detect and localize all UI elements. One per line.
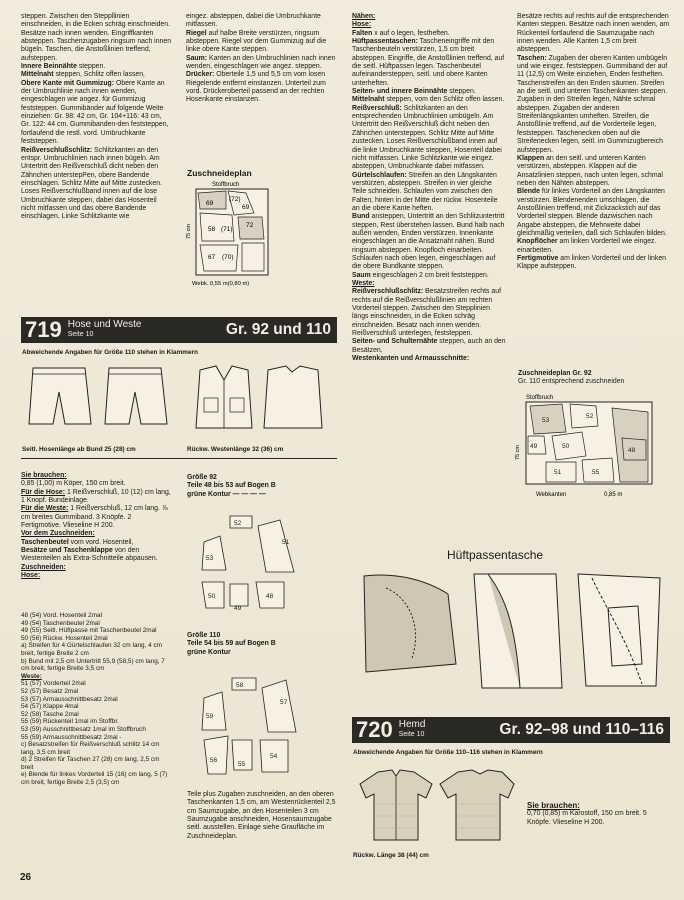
keyword: Falten	[352, 29, 373, 37]
zuschneideplan-title: Zuschneideplan	[187, 168, 252, 178]
cut-list-item: a) Streifen für 4 Gürtelschlaufen 32 cm lang, 4 cm breit, fertige Breite 2 cm	[21, 642, 163, 657]
heading: Sie brauchen:	[21, 472, 67, 479]
paragraph: Mittelnaht steppen, vom den Schlitz offen lassen.	[352, 96, 505, 104]
model-number: 720	[356, 717, 393, 742]
size-110-line2: grüne Kontur	[187, 648, 231, 656]
svg-text:51: 51	[554, 469, 562, 476]
keyword: Blende	[517, 188, 540, 196]
keyword: Reißverschlußschlitz:	[352, 288, 424, 296]
keyword: Seiten- und innere Beinnähte	[352, 88, 448, 96]
vest-caption: Rückw. Westenlänge 32 (36) cm	[187, 446, 284, 453]
paragraph: steppen. Zwischen den Steppllinien einschneiden, in die Ecken schräg einschneiden. Besätze nach innen wenden. Eingriffkanten absteppen. Taschenzugaben ringsum nach innen bügeln. Taschen, die Anstoßlinien treffend, aufsteppen.	[21, 13, 172, 62]
heading: Weste:	[352, 280, 375, 287]
svg-text:53: 53	[542, 417, 550, 424]
keyword: Fertigmotive	[517, 254, 559, 262]
heading: Vor dem Zuschneiden:	[21, 530, 95, 538]
paragraph: Hüftpassentaschen: Tascheneingriffe mit den Taschenbeuteln verstürzen, 1,5 cm breit absteppen. Eingriffe, die Anstoßlinien treffend, auf die seitl. Hüftpassen legen. Taschenbeutel aufeinandersteppen, seitl. und obere Kanten unterheften.	[352, 38, 505, 87]
keyword: Besätze und Taschenklappe	[21, 547, 113, 555]
zuschneideplan-2-title: Zuschneideplan Gr. 92	[518, 370, 592, 377]
keyword: Hüftpassentaschen:	[352, 38, 418, 46]
cut-list-item: 50 (56) Rückw. Hosenteil 2mal	[21, 634, 108, 642]
keyword: Saum	[352, 271, 371, 279]
svg-text:54: 54	[270, 753, 278, 760]
cut-list-item: 54 (57) Klappe 4mal	[21, 703, 79, 711]
paragraph: 0,85 (1,00) m Köper, 150 cm breit.	[21, 480, 126, 488]
paragraph: Saum eingeschlagen 2 cm breit feststeppen.	[352, 271, 489, 279]
cut-list-item: 48 (54) Vord. Hosenteil 2mal	[21, 612, 102, 619]
keyword: Riegel	[186, 29, 207, 37]
model-720-banner	[352, 717, 670, 743]
svg-text:55: 55	[238, 761, 246, 768]
col2-top-text	[186, 13, 337, 141]
paragraph: Reißverschlußschlitz: Schlitzkanten an den entspr. Umbruchlinien nach innen bügeln. Am Untertritt den Reißverschluß dicht neben den Zähnchen unterstepPen, obere Bandende einschlagen. Schlitz Mitte auf Mitte zustecken. Loses Reißverschlußband innen auf die lose Umbruchkante steppen, dabei das Hosenteil nicht mitfassen und das obere Bandende einschlagen. Linke Schlitzkante wie	[21, 146, 162, 221]
model-sizes: Gr. 92 und 110	[225, 321, 331, 338]
cut-list-item: 55 (59) Rückenteil 1mal im Stoffbr.	[21, 718, 119, 726]
paragraph: Klappen an den seitl. und unteren Kanten verstürzen, absteppen. Klappen auf die Ansatzlinien steppen, nach unten legen, schmal neben den Nähten absteppen.	[517, 154, 663, 187]
paragraph: Für die Hose: 1 Reißverschluß, 10 (12) cm lang, 1 Knopf. Bundeinlage.	[21, 488, 171, 505]
svg-text:52: 52	[234, 520, 242, 527]
paragraph: Reißverschluß: Schlitzkanten an den entsprechenden Umbruchlinien umbügeln. Am Untertritt den Reißverschluß dicht neben den Zähnchen untersteppen. Schlitz Mitte auf Mitte zustecken. Loses Reißverschlußband innen auf die linke Umbruchkante steppen, Hosenteil dabei nicht mitfassen. Linke Schlitzkante wie eingez. absteppen, Umbruchkante dabei mitfassen.	[352, 104, 502, 171]
need-text: 0,70 (0,85) m Karostoff, 150 cm breit. 5 Knöpfe. Vlieseline H 200.	[527, 810, 647, 826]
piece-label: (70)	[222, 254, 234, 261]
piece-label: 72	[246, 222, 254, 229]
paragraph	[21, 472, 172, 480]
zuschneideplan-2-sub: Gr. 110 entsprechend zuschneiden	[518, 378, 625, 386]
model-title: Hemd	[398, 719, 426, 730]
cut-list-item: d) 2 Streifen für Taschen 27 (28) cm lang, 2,5 cm breit	[21, 756, 160, 771]
pattern-pieces-92	[196, 512, 306, 616]
model-title: Hose und Weste	[67, 319, 142, 330]
col4-text	[517, 13, 670, 359]
webkanten-label: Webkanten	[536, 492, 567, 498]
svg-text:50: 50	[562, 443, 570, 450]
svg-text:53: 53	[206, 555, 214, 562]
paragraph: Taschen: Zugaben der oberen Kanten umbügeln und wie eingez. feststeppen. Gummiband der auf 11 (12,5) cm Weite einziehen, Enden festheften. Taschenstreifen an den Enden säumen. Streifen an die seitl. und unteren Taschenkanten steppen. Zugaben in den Streifen legen, Nähte schmal absteppen. Zugaben der anderen Streifenlängskanten umheften. Streifen, die Anstoßlinie treffend, auf die Vorderteile legen, feststeppen. Taschenecken oben auf die Streifenecken legen, seitl. im Gummizugbereich aufsteppen.	[517, 54, 668, 154]
size-92-block	[187, 474, 337, 508]
abweichend-note: Abweichende Angaben für Größe 110 stehen in Klammern	[22, 349, 198, 356]
cut-list-item: 53 (57) Armausschnittbesatz 2mal	[21, 695, 118, 703]
svg-text:59: 59	[206, 713, 214, 720]
svg-text:48: 48	[628, 447, 636, 454]
piece-label: (71)	[221, 226, 233, 233]
svg-text:49: 49	[234, 605, 242, 612]
paragraph: Innere Beinnähte steppen.	[21, 63, 106, 71]
model-page-ref: Seite 10	[398, 731, 425, 738]
paragraph: Besätze und Taschenklappe von den Westenteilen als Extra-Schnitteile abpausen.	[21, 547, 158, 563]
paragraph: Seiten- und Schulternähte steppen, auch an den Besätzen.	[352, 338, 506, 354]
paragraph: Fertigmotive am linken Vorderteil und der linken Klappe aufsteppen.	[517, 254, 666, 271]
paragraph	[352, 355, 506, 363]
cut-list-item: b) Bund mit 2,5 cm Untertritt 55,9 (58,5) cm lang, 7 cm breit, fertige Breite 3,5 cm	[21, 657, 165, 673]
piece-label: 69	[242, 204, 250, 211]
vests-drawing	[190, 362, 330, 434]
piece-label: 67	[208, 254, 216, 261]
paragraph: Seiten- und innere Beinnähte steppen.	[352, 88, 476, 96]
col3-text	[352, 13, 506, 493]
col1-top-text	[21, 13, 172, 303]
cut-list-item: 51 (57) Vorderteil 2mal	[21, 680, 86, 688]
width-label: 0,85 m	[604, 492, 623, 498]
keyword: Obere Kante mit Gummizug:	[21, 79, 115, 87]
paragraph: Saum: Kanten an den Umbruchlinien nach innen wenden, eingeschlagen wie angez. steppen.	[186, 54, 336, 71]
paragraph: Taschenbeutel vom vord. Hosenteil,	[21, 538, 134, 546]
paragraph	[21, 572, 172, 580]
svg-text:58: 58	[236, 682, 244, 689]
page-number: 26	[20, 872, 32, 883]
cut-list-item: 53 (59) Ausschnittbesatz 1mal im Stoffbruch	[21, 725, 146, 733]
cutting-layout-diagram-2	[516, 392, 666, 500]
keyword: Taschenbeutel	[21, 538, 69, 546]
paragraph: eingez. absteppen, dabei die Umbruchkante mitfassen.	[186, 13, 321, 29]
cut-list-item: c) Besatzstreifen für Reißverschluß schlitz 14 cm lang, 3,5 cm breit	[21, 741, 160, 756]
heading: Zuschneiden:	[21, 563, 66, 571]
hueftpassentasche-title: Hüftpassentasche	[447, 548, 544, 562]
keyword: Klappen	[517, 154, 545, 162]
keyword: Bund	[352, 213, 370, 221]
stoffbruch-label: Stoffbruch	[526, 395, 554, 401]
paragraph: Besätze rechts auf rechts auf die entsprechenden Kanten steppen. Besätze nach innen wenden, am Rückenteil fortlaufend die Saumzugabe nach innen wenden. Alle Kanten 1,5 cm breit absteppen.	[517, 13, 670, 54]
stoffbruch-label: Stoffbruch	[212, 182, 240, 188]
paragraph	[352, 21, 506, 29]
cutting-instructions: Teile plus Zugaben zuschneiden, an den oberen Taschenkanten 1,5 cm, am Westenrückenteil 2,5 cm Saumzugabe, an den Hosenteilen 3 cm Saumzugabe anschneiden, Hosensaumzugabe seitl. ausstellen. Einlage siehe Graufläche im Zuschneideplan.	[187, 791, 336, 840]
keyword: Taschen:	[517, 54, 547, 62]
heading: Für die Weste:	[21, 505, 69, 513]
keyword: Drücker:	[186, 71, 215, 79]
model-page-ref: Seite 10	[67, 331, 94, 338]
divider	[21, 458, 337, 459]
paragraph: Für die Weste: 1 Reißverschluß, 12 cm lang. ⅞ cm breites Gummiband. 3 Knöpfe. 2 Fertigmotive. Vlieseline H 200.	[21, 505, 168, 530]
svg-text:52: 52	[586, 413, 594, 420]
model-719-banner	[21, 317, 337, 343]
need-title: Sie brauchen:	[527, 801, 580, 810]
cut-list-item: 55 (59) Armausschnittbesatz 2mal -	[21, 733, 122, 741]
svg-text:48: 48	[266, 593, 274, 600]
webkante-label: Webk. 0,55 m(0,80 m)	[192, 281, 250, 287]
svg-text:55: 55	[592, 469, 600, 476]
svg-text:57: 57	[280, 699, 288, 706]
pattern-pieces-110	[196, 670, 306, 780]
keyword: Reißverschluß:	[352, 104, 402, 112]
shirt-materials	[527, 802, 670, 842]
col2-bottom-text	[187, 791, 337, 863]
cut-list-item: 52 (57) Besatz 2mal	[21, 687, 79, 695]
size-110-title: Größe 110	[187, 632, 221, 639]
abweichend-note-720: Abweichende Angaben für Größe 110–116 stehen in Klammern	[353, 749, 543, 756]
size-92-line1: Teile 48 bis 53 auf Bogen B	[187, 482, 276, 490]
keyword: Mittelnaht	[352, 96, 385, 104]
svg-text:51: 51	[282, 539, 290, 546]
size-92-title: Größe 92	[187, 474, 217, 481]
paragraph: Reißverschlußschlitz: Besatzstreifen rechts auf rechts auf die Reißverschlußlinien am rechten Vorderteil steppen. Zwischen den Stepplinien längs einschneiden, in die Ecken schräg einschneiden. Besatz nach innen wenden. Reißverschluß unterlegen, feststeppen.	[352, 288, 501, 338]
size-110-block	[187, 632, 337, 666]
keyword: Mittelnaht	[21, 71, 54, 79]
paragraph: Bund ansteppen, Untertritt an den Schlitzuntertritt steppen, Rest überstehen lassen. Bund halb nach außen wenden, Enden verstürzen. Innenkante eingeschlagen an die Ansatznaht nähen. Bund ringsum absteppen. Knopfloch einarbeiten. Schlaufen nach oben legen, eingeschlagen auf die obere Bundkante steppen.	[352, 213, 505, 271]
keyword: Seiten- und Schulternähte	[352, 338, 438, 346]
keyword: Knopflöcher	[517, 238, 558, 246]
svg-text:50: 50	[208, 593, 216, 600]
keyword: Innere Beinnähte	[21, 63, 77, 71]
svg-text:75 cm: 75 cm	[186, 224, 192, 239]
paragraph: Gürtelschlaufen: Streifen an den Längskanten verstürzen, absteppen. Streifen in vier gleiche Teile schneiden. Schlaufen vom zwischen den Falten, hinten in der Mitte der rückw. Hosenteile an die obere Kante heften.	[352, 171, 498, 212]
shorts-drawing	[25, 362, 175, 434]
svg-text:75 cm: 75 cm	[515, 445, 521, 460]
piece-label: (72)	[229, 196, 241, 203]
shirt-drawing	[356, 764, 516, 844]
paragraph	[21, 564, 172, 572]
piece-label: 69	[206, 200, 214, 207]
paragraph: Drücker: Oberteile 1,5 und 5,5 cm vom losen Riegelende entfernt einstanzen. Unterteil zum vord. Drückeroberteil passend an der rechten Hosenkante einstanzen.	[186, 71, 326, 104]
paragraph: Blende für linkes Vorderteil an den Längskanten verstürzen. Blendenenden umschlagen, die Anstoßlinien treffend, mit Zickzackstich auf das Vorderteil steppen. Blende dazwischen nach Angabe absteppen, die Mehrweite dabei gleichmäßig verteilen, daß sich Schlaufen bilden.	[517, 188, 667, 237]
size-110-line1: Teile 54 bis 59 auf Bogen B	[187, 640, 276, 648]
heading: Für die Hose:	[21, 488, 66, 496]
cut-list-item: 49 (54) Taschenbeutel 2mal	[21, 619, 100, 627]
piece-label: 58	[208, 226, 216, 233]
paragraph: Knopflöcher am linken Vorderteil wie eingez. einarbeiten.	[517, 238, 657, 254]
heading: Nähen:	[352, 13, 376, 20]
keyword: Gürtelschlaufen:	[352, 171, 407, 179]
svg-text:56: 56	[210, 757, 218, 764]
paragraph: Mittelnaht steppen, Schlitz offen lassen.	[21, 71, 145, 79]
svg-text:49: 49	[530, 443, 538, 450]
cut-list-item: Weste:	[21, 672, 42, 680]
keyword: Saum:	[186, 54, 208, 62]
cut-list	[21, 612, 172, 840]
paragraph	[21, 530, 172, 538]
paragraph	[352, 280, 506, 288]
model-sizes: Gr. 92–98 und 110–116	[499, 721, 664, 738]
heading: Hose:	[352, 21, 372, 29]
cut-list-item: 49 (55) Seitl. Hüftpasse mit Taschenbeutel 2mal	[21, 627, 157, 635]
size-92-line2: grüne Kontur — — — —	[187, 490, 266, 498]
keyword: Westenkanten und Armausschnitte:	[352, 355, 470, 363]
shirt-caption: Rückw. Länge 38 (44) cm	[353, 852, 429, 859]
col1-materials-text	[21, 472, 172, 612]
paragraph	[352, 13, 506, 21]
heading: Hose:	[21, 572, 41, 580]
keyword: Reißverschlußschlitz:	[21, 146, 93, 154]
paragraph: Obere Kante mit Gummizug: Obere Kante an der Umbruchlinie nach innen wenden, eingeschlagen wie angez. für Gummizug feststeppen. Gummibänder auf folgende Weite einziehen: Gr. 98: 42 cm, Gr. 104+116: 43 cm, Gr. 122: 44 cm. Gummibanden-den feststeppen, fortlaufend die restl. vord. Umbruchkante feststeppen.	[21, 79, 169, 146]
hip-pocket-steps	[356, 568, 672, 698]
shorts-caption: Seitl. Hosenlänge ab Bund 25 (28) cm	[22, 446, 136, 453]
cutting-layout-diagram-1	[186, 179, 282, 291]
zuschneideplan-2-heading	[518, 370, 670, 390]
model-number: 719	[25, 317, 62, 342]
cut-list-item: 52 (58) Tasche 2mal	[21, 710, 79, 718]
paragraph: Riegel auf halbe Breite verstürzen, ringsum absteppen. Riegel vor dem Gummizug auf die linke obere Kante steppen.	[186, 29, 327, 54]
cut-list-item: e) Blende für linkes Vorderteil 15 (16) cm lang, 5 (7) cm breit, fertige Breite 2,5 (3,5) cm	[21, 771, 168, 787]
paragraph: Falten x auf o legen, festheften.	[352, 29, 450, 37]
